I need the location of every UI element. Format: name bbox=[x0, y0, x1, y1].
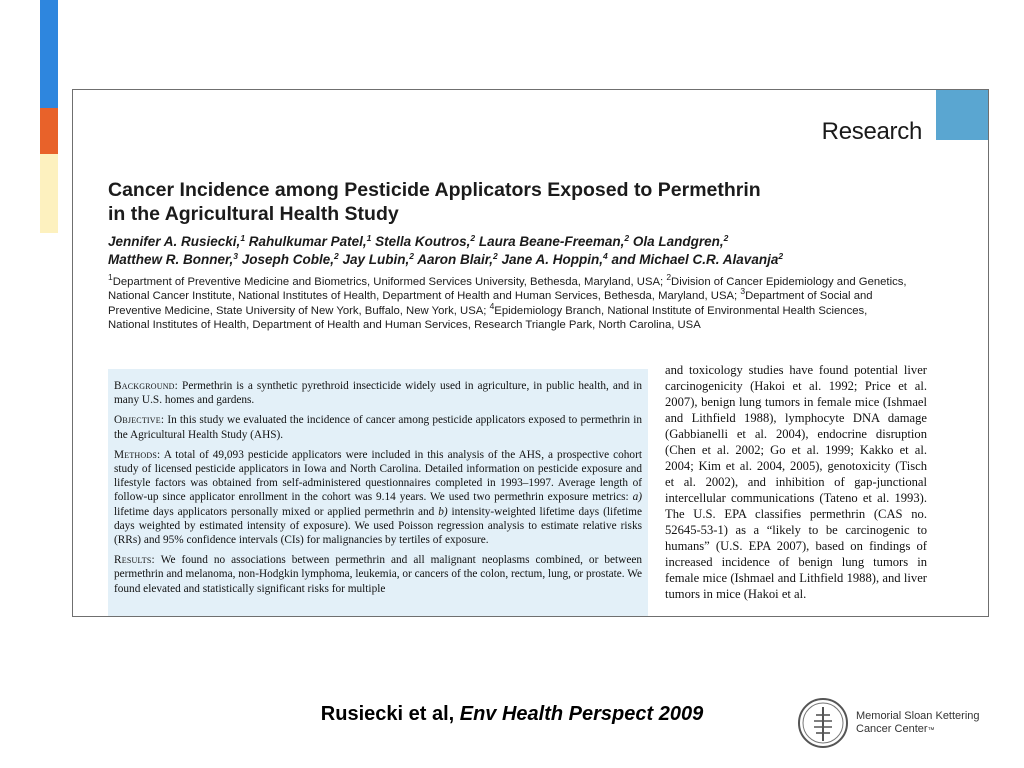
abstract-background bbox=[114, 379, 642, 407]
author: Jay Lubin, bbox=[338, 252, 410, 267]
abstract-heading: Background: bbox=[114, 380, 178, 392]
logo-text bbox=[856, 710, 980, 737]
paper-excerpt bbox=[72, 89, 989, 617]
research-tab bbox=[936, 90, 988, 140]
author-sup: 2 bbox=[409, 251, 415, 261]
abstract-text: A total of 49,093 pesticide applicators were included in this analysis of the AHS, a prospective cohort study of licensed pesticide applicators in Iowa and North Carolina. Detailed information on pesticide exposure and lifestyle factors was obtained from self-administered questionnaires completed in 1993–1997. Average length of follow-up since applicator enrollment in the cohort was 9.14 years. We used two permethrin exposure metrics: bbox=[114, 448, 642, 504]
citation-authors: Rusiecki et al, bbox=[320, 703, 460, 725]
accent-bar-orange bbox=[40, 108, 58, 154]
accent-bar-blue bbox=[40, 0, 58, 108]
msk-seal-icon bbox=[798, 695, 848, 751]
author: Stella Koutros, bbox=[371, 234, 471, 249]
author-sup: 2 bbox=[624, 233, 630, 243]
affiliation: Epidemiology Branch, National Institute of Environmental Health Sciences, National Institutes of Health, Department of Health and Human Services, Research Triangle Park, North Carolina, USA bbox=[108, 304, 868, 331]
abstract-text: Permethrin is a synthetic pyrethroid insecticide widely used in agriculture, in public health, and in many U.S. homes and gardens. bbox=[114, 380, 642, 407]
author-sup: 2 bbox=[723, 233, 729, 243]
abstract-enum: a) bbox=[632, 491, 642, 504]
abstract-heading: Objective: bbox=[114, 414, 165, 427]
abstract-text: We found no associations between permethrin and all malignant neoplasms combined, or between permethrin and melanoma, non-Hodgkin lymphoma, leukemia, or cancers of the colon, rectum, lung, or prostate. We found elevated and statistically significant risks for multiple bbox=[114, 554, 642, 595]
author: Laura Beane-Freeman, bbox=[475, 234, 625, 249]
affiliation: Division of Cancer Epidemiology and Genetics, National Cancer Institute, National Institutes of Health, Department of Health and Human Services, Bethesda, Maryland, USA; bbox=[108, 276, 907, 303]
author: Aaron Blair, bbox=[414, 252, 494, 267]
title-line-1: Cancer Incidence among Pesticide Applicators Exposed to Permethrin bbox=[108, 179, 761, 201]
affil-sup: 1 bbox=[108, 272, 113, 282]
paper-title bbox=[108, 178, 888, 226]
abstract-methods bbox=[114, 448, 642, 547]
author: Rahulkumar Patel, bbox=[245, 234, 367, 249]
affiliation: Department of Preventive Medicine and Biometrics, Uniformed Services University, Bethesda, Maryland, USA; bbox=[112, 276, 667, 288]
affil-sup: 4 bbox=[489, 300, 495, 311]
affiliations bbox=[108, 272, 908, 332]
affil-sup: 3 bbox=[740, 286, 746, 297]
accent-bar-cream bbox=[40, 154, 58, 233]
author-sup: 2 bbox=[778, 251, 784, 261]
title-line-2: in the Agricultural Health Study bbox=[108, 203, 399, 225]
logo-tm: ™ bbox=[927, 726, 935, 734]
section-label: Research bbox=[821, 118, 922, 145]
abstract-objective bbox=[114, 413, 642, 441]
abstract-text: In this study we evaluated the incidence of cancer among pesticide applicators exposed to permethrin in the Agricultural Health Study (AHS). bbox=[114, 414, 642, 441]
author: Ola Landgren, bbox=[629, 234, 724, 249]
body-column-text: and toxicology studies have found potential liver carcinogenicity (Hakoi et al. 1992; Price et al. 2007), benign lung tumors in female mice (Ishmael and Lithfield 1988), lymphocyte DNA damage (Gabbianelli et al. 2004), endocrine disruption (Chen et al. 2002; Go et al. 1999; Kakko et al. 2004; Kim et al. 2004, 2005), genotoxicity (Tisch et al. 2002), and inhibition of gap-junctional intercellular communications (Tateno et al. 1993). The U.S. EPA classifies permethrin (CAS no. 52645-53-1) as a “likely to be carcinogenic to humans” (U.S. EPA 2007), based on findings of increased incidence of benign lung tumors in female mice (Ishmael and Lithfield 1988), and liver tumors in mice (Hakoi et al. bbox=[665, 363, 927, 601]
affil-sup: 2 bbox=[666, 272, 672, 282]
author-sup: 1 bbox=[366, 233, 372, 243]
author: Jane A. Hoppin, bbox=[497, 252, 604, 267]
msk-logo bbox=[798, 695, 980, 751]
author-sup: 2 bbox=[334, 251, 339, 261]
author: Matthew R. Bonner, bbox=[108, 252, 234, 267]
author: Joseph Coble, bbox=[238, 252, 335, 267]
abstract-enum: b) bbox=[438, 505, 448, 518]
citation-journal: Env Health Perspect 2009 bbox=[459, 703, 704, 725]
author-sup: 3 bbox=[233, 251, 238, 261]
author: and Michael C.R. Alavanja bbox=[607, 252, 779, 267]
abstract-results bbox=[114, 553, 642, 596]
abstract-text: lifetime days applicators personally mixed or applied permethrin and bbox=[114, 505, 439, 518]
logo-line-2: Cancer Center bbox=[856, 722, 928, 735]
abstract-heading: Results: bbox=[114, 554, 155, 567]
author-list bbox=[108, 233, 908, 269]
abstract-heading: Methods: bbox=[114, 448, 161, 461]
author-sup: 2 bbox=[493, 251, 498, 261]
abstract-text: intensity-weighted lifetime days (lifetime days weighted by estimated intensity of exposure). We used Poisson regression analysis to estimate relative risks (RRs) and 95% confidence intervals (CIs) for malignancies by tertiles of exposure. bbox=[114, 505, 642, 547]
author: Jennifer A. Rusiecki, bbox=[108, 234, 241, 249]
logo-line-1: Memorial Sloan Kettering bbox=[856, 709, 980, 722]
author-sup: 1 bbox=[240, 233, 246, 243]
author-sup: 2 bbox=[470, 233, 476, 243]
abstract-box bbox=[108, 369, 648, 617]
author-sup: 4 bbox=[603, 251, 608, 261]
affiliation: Department of Social and Preventive Medicine, State University of New York, Buffalo, New York, USA; bbox=[108, 290, 873, 317]
